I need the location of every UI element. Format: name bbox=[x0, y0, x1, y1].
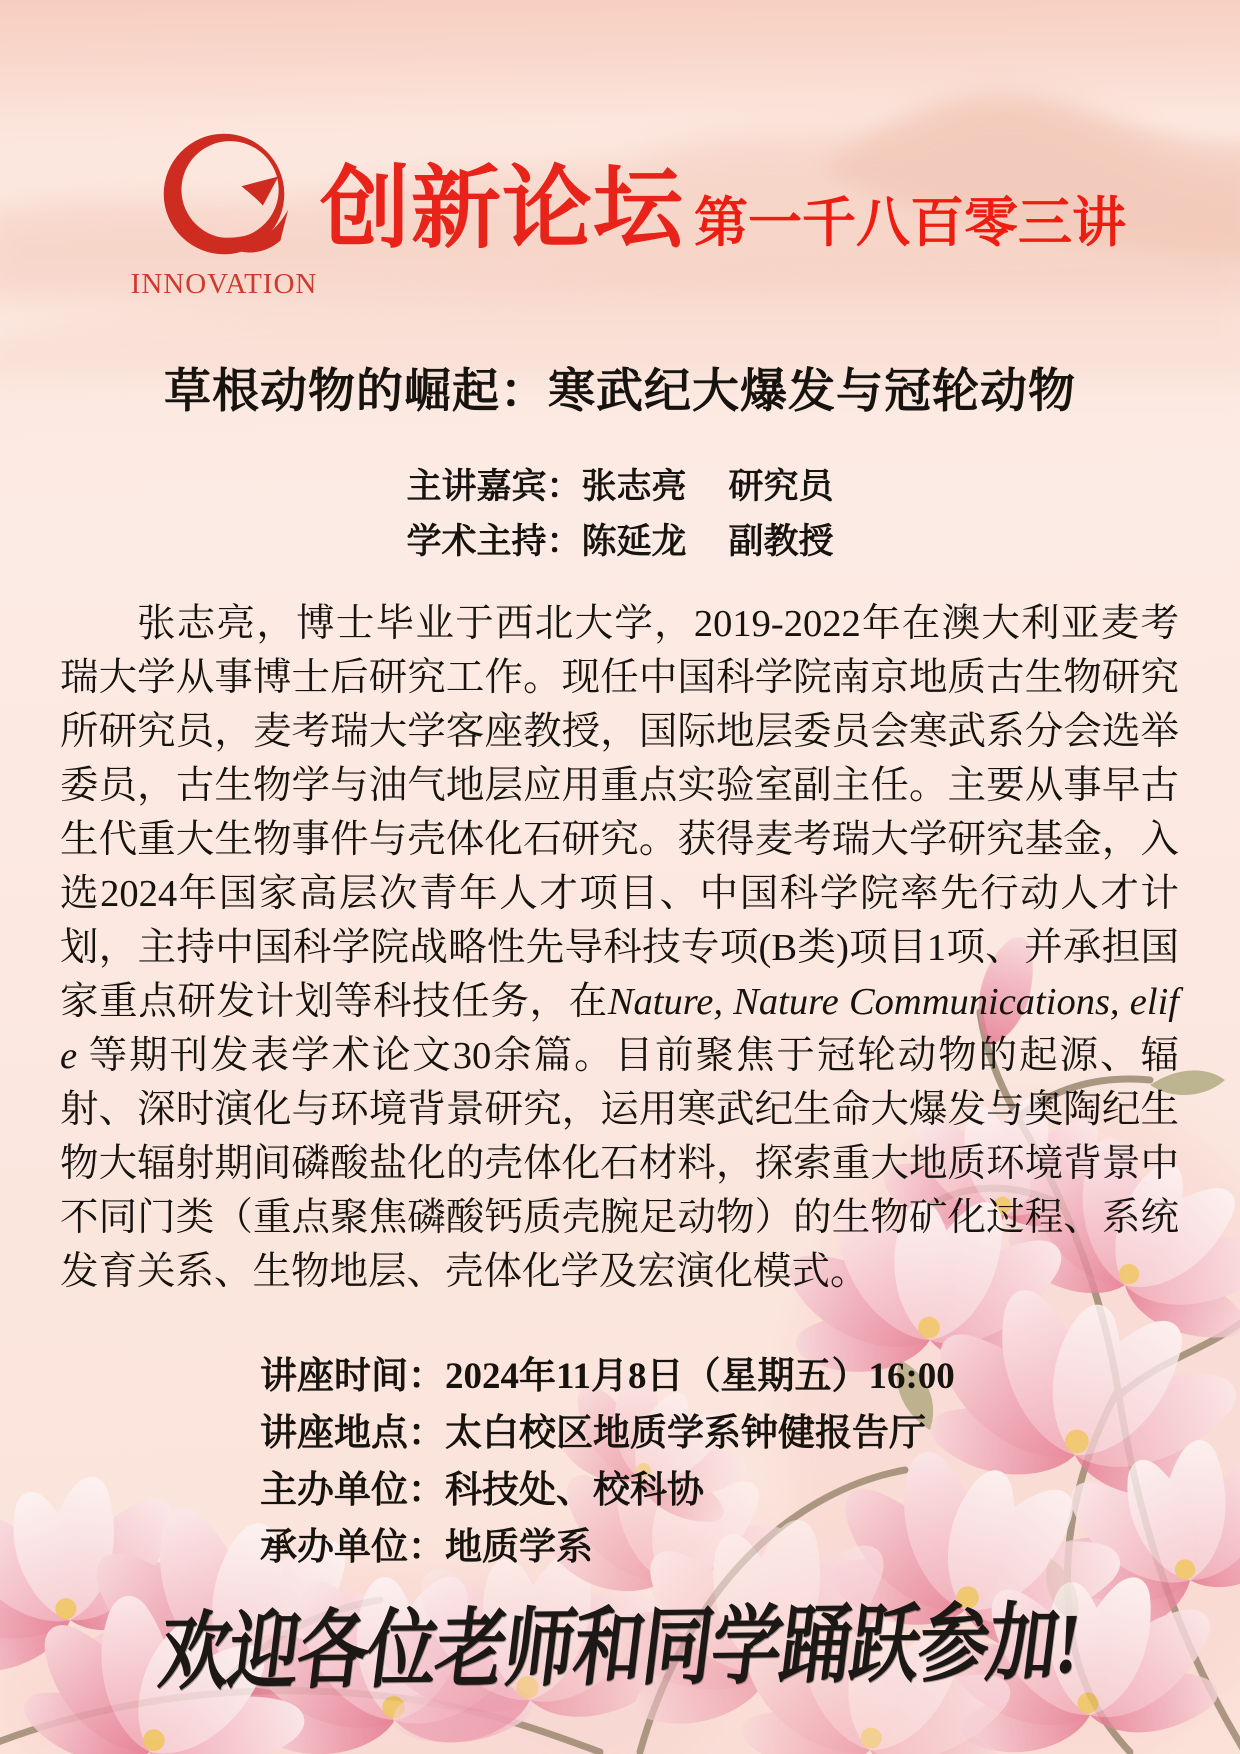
speaker-label: 主讲嘉宾： bbox=[406, 467, 582, 506]
welcome-calligraphy-text: 欢迎各位老师和同学踊跃参加! bbox=[153, 1595, 1085, 1701]
innovation-logo bbox=[116, 124, 332, 301]
detail-organizer-label: 主办单位： bbox=[260, 1470, 445, 1511]
host-label: 学术主持： bbox=[406, 522, 582, 561]
lecture-number: 第一千八百零三讲 bbox=[694, 193, 1126, 253]
detail-row-organizer bbox=[260, 1462, 955, 1519]
host-title: 副教授 bbox=[728, 522, 834, 561]
detail-time-value: 2024年11月8日（星期五）16:00 bbox=[445, 1356, 955, 1397]
detail-undertaker-label: 承办单位： bbox=[260, 1527, 445, 1568]
innovation-logo-icon bbox=[154, 124, 294, 264]
bio-text-1: 张志亮，博士毕业于西北大学，2019-2022年在澳大利亚麦考瑞大学从事博士后研究工作。现任中国科学院南京地质古生物研究所研究员，麦考瑞大学客座教授，国际地层委员会寒武系分会选举委员，古生物学与油气地层应用重点实验室副主任。主要从事早古生代重大生物事件与壳体化石研究。获得麦考瑞大学研究基金，入选2024年国家高层次青年人才项目、中国科学院率先行动人才计划，主持中国科学院战略性先导科技专项(B类)项目1项、并承担国家重点研发计划等科技任务，在 bbox=[60, 603, 1179, 1023]
innovation-logo-text: INNOVATION bbox=[130, 268, 318, 300]
bio-text-2: 等期刊发表学术论文30余篇。目前聚焦于冠轮动物的起源、辐射、深时演化与环境背景研究，运用寒武纪生命大爆发与奥陶纪生物大辐射期间磷酸盐化的壳体化石材料，探索重大地质环境背景中不同门类（重点聚焦磷酸钙质壳腕足动物）的生物矿化过程、系统发育关系、生物地层、壳体化学及宏演化模式。 bbox=[60, 1035, 1179, 1293]
detail-location-value: 太白校区地质学系钟健报告厅 bbox=[445, 1413, 926, 1454]
speaker-line bbox=[0, 466, 1240, 508]
detail-undertaker-value: 地质学系 bbox=[445, 1527, 593, 1568]
host-name: 陈延龙 bbox=[581, 522, 687, 561]
host-line bbox=[0, 521, 1240, 563]
speaker-name: 张志亮 bbox=[581, 467, 687, 506]
speaker-title: 研究员 bbox=[728, 467, 834, 506]
detail-row-time bbox=[260, 1348, 955, 1405]
forum-title: 创新论坛 bbox=[320, 159, 684, 259]
detail-time-label: 讲座时间： bbox=[260, 1356, 445, 1397]
detail-row-undertaker bbox=[260, 1519, 955, 1576]
detail-organizer-value: 科技处、校科协 bbox=[445, 1470, 704, 1511]
bio-journal-names: Nature, Nature Communications, elife bbox=[60, 981, 1179, 1077]
detail-row-location bbox=[260, 1405, 955, 1462]
lecture-title: 草根动物的崛起：寒武纪大爆发与冠轮动物 bbox=[164, 366, 1076, 418]
bio-paragraph bbox=[60, 597, 1179, 1299]
welcome-banner bbox=[0, 1578, 1240, 1702]
detail-location-label: 讲座地点： bbox=[260, 1413, 445, 1454]
event-details bbox=[260, 1348, 955, 1576]
